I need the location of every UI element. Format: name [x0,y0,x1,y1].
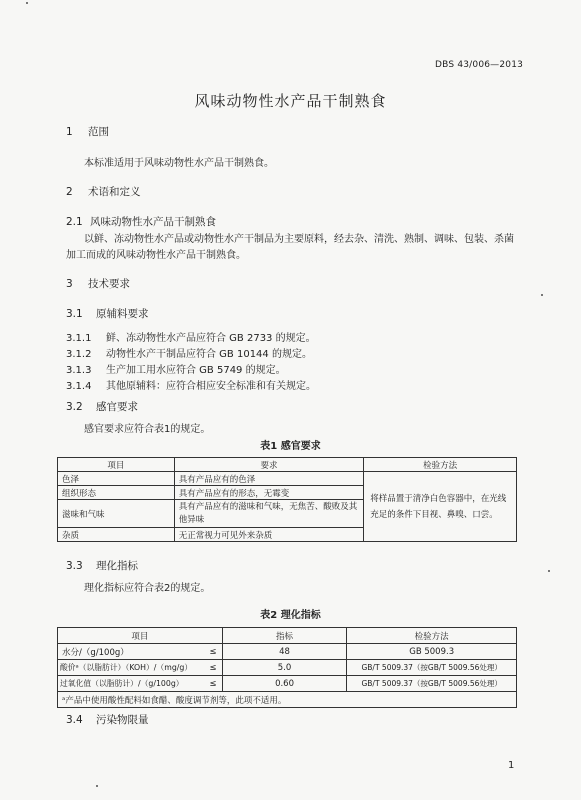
scan-speck [548,570,550,572]
table-header-row [58,458,517,472]
value-cell: 48 [222,644,347,660]
item-cell: 酸价ᵃ（以脂肪计）（KOH）/（mg/g） [58,660,205,676]
section-title: 原辅料要求 [96,308,149,320]
table1-caption: 表1 感官要求 [260,441,321,452]
section-title: 范围 [88,126,109,138]
table-footnote-row [58,692,517,708]
section-3-1-heading [66,306,149,321]
table2-caption: 表2 理化指标 [260,610,321,621]
method-cell: GB/T 5009.37（按GB/T 5009.56处理） [347,676,517,692]
item-cell: 滋味和气味 [58,500,175,528]
section-title: 风味动物性水产品干制熟食 [90,216,216,228]
section-2-1-line1: 以鲜、冻动物性水产品或动物性水产干制品为主要原料，经去杂、清洗、熟制、调味、包装、杀菌 [84,234,514,245]
item-text: 其他原辅料：应符合相应安全标准和有关规定。 [106,381,316,392]
scan-speck [541,294,543,296]
list-item [66,329,316,344]
section-number: 3.2 [66,401,83,413]
column-header: 项目 [58,628,223,644]
table-sensory [57,457,517,542]
scan-speck [26,2,28,4]
section-title: 污染物限量 [96,714,149,726]
item-cell: 组织形态 [58,486,175,500]
section-number: 3 [66,278,73,290]
value-cell: 0.60 [222,676,347,692]
column-header: 项目 [58,458,175,472]
section-number: 2.1 [66,216,83,228]
item-number: 3.1.2 [66,349,92,360]
section-3-2-text: 感官要求应符合表1的规定。 [84,424,211,435]
table-physicochemical [57,627,517,708]
list-item [66,377,316,392]
section-2-1-heading [66,214,216,229]
column-header: 检验方法 [347,628,517,644]
table-row [58,660,517,676]
item-number: 3.1.1 [66,333,92,344]
section-3-3-text: 理化指标应符合表2的规定。 [84,583,211,594]
list-item [66,345,312,360]
requirement-cell: 具有产品应有的形态，无霉变 [174,486,364,500]
item-cell: 水分/（g/100g） [58,644,205,660]
section-2-1-line2: 加工而成的风味动物性水产品干制熟食。 [66,250,246,261]
footnote-cell: ᵃ产品中使用酸性配料如食醋、酸度调节剂等，此项不适用。 [58,692,517,708]
item-text: 生产加工用水应符合 GB 5749 的规定。 [106,365,286,376]
method-cell: GB/T 5009.37（按GB/T 5009.56处理） [347,660,517,676]
section-3-3-heading [66,558,138,573]
section-number: 2 [66,186,73,198]
table-header-row [58,628,517,644]
section-title: 术语和定义 [88,186,141,198]
section-3-2-heading [66,399,138,414]
method-cell: GB 5009.3 [347,644,517,660]
item-cell: 色泽 [58,472,175,486]
section-title: 感官要求 [96,401,138,413]
section-3-heading [66,276,130,291]
page-number: 1 [508,760,515,771]
operator-cell: ≤ [204,676,222,692]
item-cell: 过氧化值（以脂肪计）/（g/100g） [58,676,205,692]
scan-speck [96,785,98,787]
operator-cell: ≤ [204,660,222,676]
section-number: 1 [66,126,73,138]
column-header: 检验方法 [364,458,517,472]
value-cell: 5.0 [222,660,347,676]
document-code: DBS 43/006—2013 [435,60,524,70]
method-cell: 将样品置于清净白色容器中，在光线充足的条件下目视、鼻嗅、口尝。 [364,472,517,542]
requirement-cell: 具有产品应有的色泽 [174,472,364,486]
item-number: 3.1.3 [66,365,92,376]
section-title: 技术要求 [88,278,130,290]
document-title: 风味动物性水产品干制熟食 [194,92,387,110]
item-text: 鲜、冻动物性水产品应符合 GB 2733 的规定。 [106,333,316,344]
column-header: 要求 [174,458,364,472]
section-number: 3.3 [66,560,83,572]
section-number: 3.1 [66,308,83,320]
list-item [66,361,286,376]
item-number: 3.1.4 [66,381,92,392]
item-text: 动物性水产干制品应符合 GB 10144 的规定。 [106,349,312,360]
operator-cell: ≤ [204,644,222,660]
requirement-cell: 具有产品应有的滋味和气味，无焦苦、酸败及其他异味 [174,500,364,528]
section-3-4-heading [66,712,149,727]
column-header: 指标 [222,628,347,644]
section-number: 3.4 [66,714,83,726]
section-2-heading [66,184,141,199]
item-cell: 杂质 [58,528,175,542]
table-row [58,676,517,692]
table-row [58,472,517,486]
section-1-text: 本标准适用于风味动物性水产品干制熟食。 [84,158,274,169]
section-1-heading [66,124,109,139]
section-title: 理化指标 [96,560,138,572]
requirement-cell: 无正常视力可见外来杂质 [174,528,364,542]
table-row [58,644,517,660]
